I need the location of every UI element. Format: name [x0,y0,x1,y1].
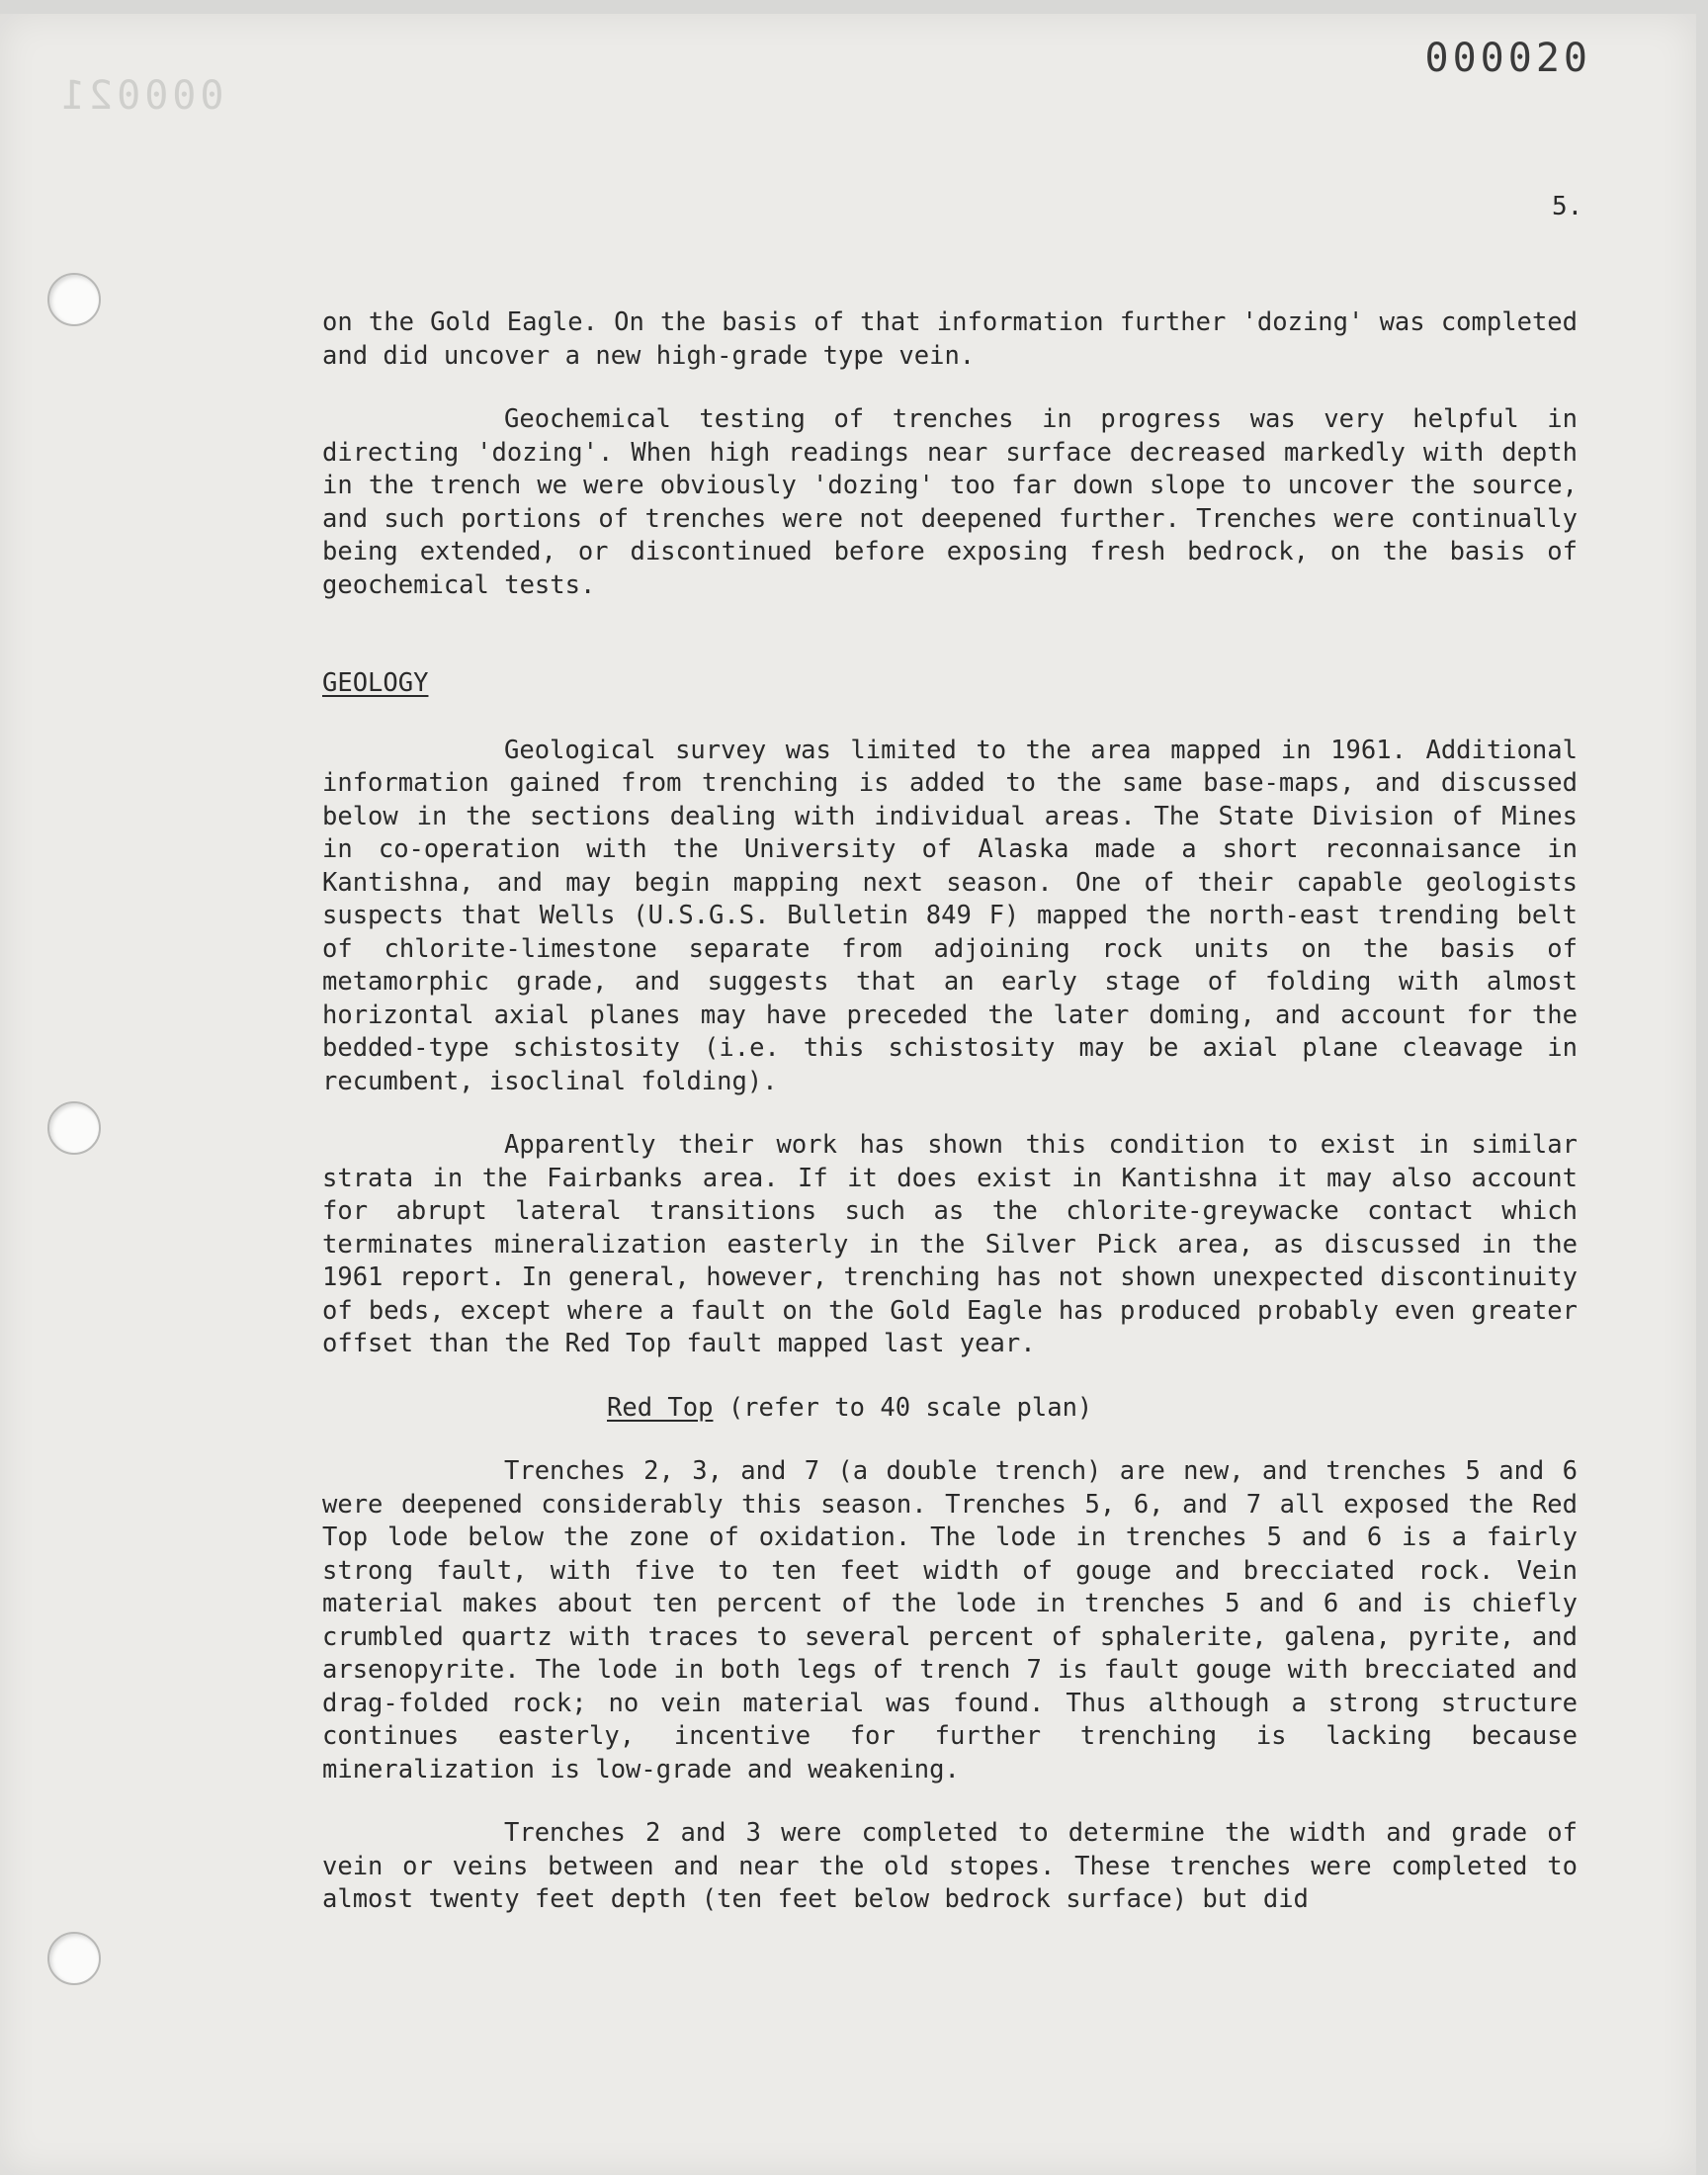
red-top-note: (refer to 40 scale plan) [713,1392,1093,1423]
red-top-subheading [322,1392,1578,1426]
paragraph-geological-survey: Geological survey was limited to the area mapped in 1961. Additional information gained from trenching is added to the same base-maps, and discussed below in the sections dealing with individual areas. The State Division of Mines in co-operation with the University of Alaska made a short reconnaisance in Kantishna, and may begin mapping next season. One of their capable geologists suspects that Wells (U.S.G.S. Bulletin 849 F) mapped the north-east trending belt of chlorite-limestone separate from adjoining rock units on the basis of metamorphic grade, and suggests that an early stage of folding with almost horizontal axial planes may have preceded the later doming, and account for the bedded-type schistosity (i.e. this schistosity may be axial plane cleavage in recumbent, isoclinal folding). [322,735,1578,1096]
paragraph-red-top-trenches: Trenches 2, 3, and 7 (a double trench) are new, and trenches 5 and 6 were deepened considerably this season. Trenches 5, 6, and 7 all exposed the Red Top lode below the zone of oxidation. The lode in trenches 5 and 6 is a fairly strong fault, with five to ten feet width of gouge and brecciated rock. Vein material makes about ten percent of the lode in trenches 5 and 6 and is chiefly crumbled quartz with traces to several percent of sphalerite, galena, pyrite, and arsenopyrite. The lode in both legs of trench 7 is fault gouge with brecciated and drag-folded rock; no vein material was found. Thus although a strong structure continues easterly, incentive for further trenching is lacking because mineralization is low-grade and weakening. [322,1456,1578,1784]
paragraph-fairbanks-comparison: Apparently their work has shown this condition to exist in similar strata in the Fairbanks area. If it does exist in Kantishna it may also account for abrupt lateral transitions such as the chlorite-greywacke contact which terminates mineralization easterly in the Silver Pick area, as discussed in the 1961 report. In general, however, trenching has not shown unexpected discontinuity of beds, except where a fault on the Gold Eagle has produced probably even greater offset than the Red Top fault mapped last year. [322,1130,1578,1358]
paragraph-gold-eagle-continuation: on the Gold Eagle. On the basis of that information further 'dozing' was completed and did uncover a new high-grade type vein. [322,307,1578,371]
punch-hole-bottom [47,1932,101,1985]
geology-heading: GEOLOGY [322,668,429,698]
bleed-through-number: 000021 [57,73,224,119]
paragraph-geochemical-testing: Geochemical testing of trenches in progress was very helpful in directing 'dozing'. When high readings near surface decreased markedly with depth in the trench we were obviously 'dozing' too far down slope to uncover the source, and such portions of trenches were not deepened further. Trenches were continually being extended, or discontinued before exposing fresh bedrock, on the basis of geochemical tests. [322,404,1578,600]
paragraph-trenches-2-3: Trenches 2 and 3 were completed to determine the width and grade of vein or veins between and near the old stopes. These trenches were completed to almost twenty feet depth (ten feet below bedrock surface) but did [322,1818,1578,1914]
punch-hole-middle [47,1101,101,1155]
page-number: 5. [1552,192,1583,221]
red-top-title: Red Top [607,1392,714,1423]
body-text [322,306,1578,1948]
document-number: 000020 [1424,36,1591,81]
punch-hole-top [47,273,101,326]
document-page [0,14,1696,2175]
